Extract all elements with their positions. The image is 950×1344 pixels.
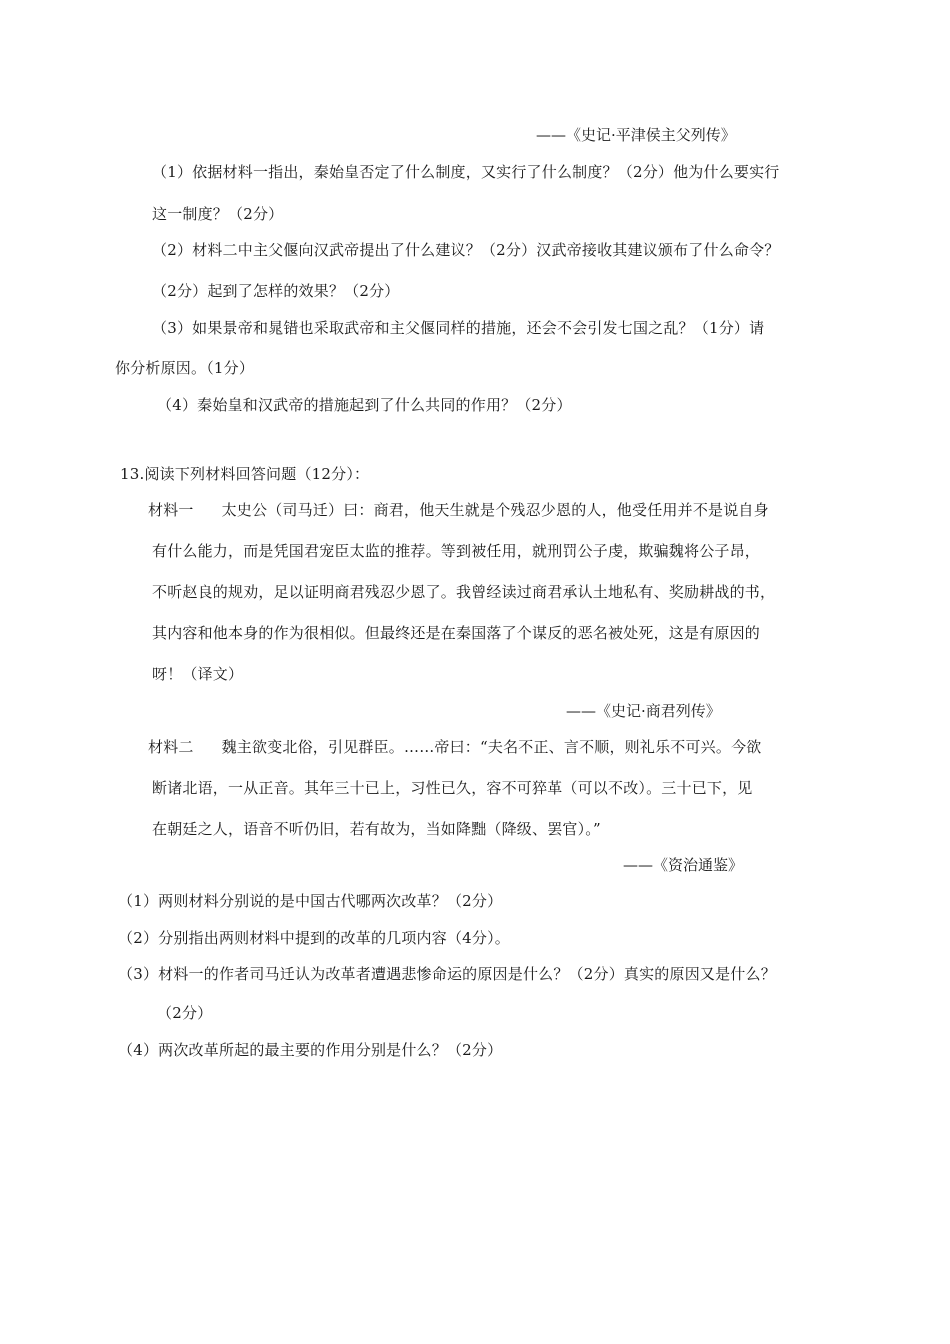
q12-subquestion-1-line-2: 这一制度？（2分） (152, 205, 284, 223)
q12-source-citation: ——《史记·平津侯主父列传》 (536, 126, 736, 144)
q13-material-1-line-3: 不听赵良的规劝，足以证明商君残忍少恩了。我曾经读过商君承认土地私有、奖励耕战的书， (152, 583, 776, 601)
q13-material-2-line-2: 断诸北语，一从正音。其年三十已上，习性已久，容不可猝革（可以不改）。三十已下，见 (152, 779, 753, 797)
q13-subquestion-2: （2）分别指出两则材料中提到的改革的几项内容（4分）。 (118, 929, 510, 947)
q13-material-1-source: ——《史记·商君列传》 (566, 702, 721, 720)
q13-material-2-line-1 (148, 737, 761, 757)
q12-subquestion-1-line-1: （1）依据材料一指出，秦始皇否定了什么制度，又实行了什么制度？（2分）他为什么要实行 (152, 163, 780, 181)
q12-subquestion-3-line-1: （3）如果景帝和晁错也采取武帝和主父偃同样的措施，还会不会引发七国之乱？（1分）请 (152, 319, 765, 337)
q13-material-1-line-1 (148, 500, 769, 520)
q13-material-2-text: 魏主欲变北俗，引见群臣。……帝曰：“夫名不正、言不顺，则礼乐不可兴。今欲 (221, 738, 762, 756)
q12-subquestion-3-line-2: 你分析原因。（1分） (115, 359, 255, 377)
q13-material-1-label: 材料一 (148, 501, 194, 519)
q13-material-1-line-2: 有什么能力，而是凭国君宠臣太监的推荐。等到被任用，就刑罚公子虔，欺骗魏将公子昂， (152, 542, 761, 560)
q13-subquestion-4: （4）两次改革所起的最主要的作用分别是什么？（2分） (118, 1041, 503, 1059)
q13-material-2-label: 材料二 (148, 738, 194, 756)
q13-subquestion-3-line-1: （3）材料一的作者司马迁认为改革者遭遇悲惨命运的原因是什么？（2分）真实的原因又是什么？ (118, 965, 776, 983)
q13-material-1-line-5: 呀！（译文） (152, 665, 244, 683)
q12-subquestion-2-line-1: （2）材料二中主父偃向汉武帝提出了什么建议？（2分）汉武帝接收其建议颁布了什么命令？ (152, 241, 780, 259)
q12-subquestion-2-line-2: （2分）起到了怎样的效果？（2分） (152, 282, 400, 300)
q13-title: 13.阅读下列材料回答问题（12分）： (120, 465, 370, 483)
q13-material-2-source: ——《资治通鉴》 (623, 856, 744, 874)
q12-subquestion-4: （4）秦始皇和汉武帝的措施起到了什么共同的作用？（2分） (157, 396, 572, 414)
q13-material-2-line-3: 在朝廷之人，语音不听仍旧，若有故为，当如降黜（降级、罢官）。” (152, 820, 601, 838)
q13-subquestion-3-line-2: （2分） (157, 1004, 213, 1022)
q13-material-1-line-4: 其内容和他本身的作为很相似。但最终还是在秦国落了个谋反的恶名被处死，这是有原因的 (152, 624, 761, 642)
q13-subquestion-1: （1）两则材料分别说的是中国古代哪两次改革？（2分） (118, 892, 503, 910)
q13-material-1-text: 太史公（司马迁）曰：商君，他天生就是个残忍少恩的人，他受任用并不是说自身 (221, 501, 769, 519)
